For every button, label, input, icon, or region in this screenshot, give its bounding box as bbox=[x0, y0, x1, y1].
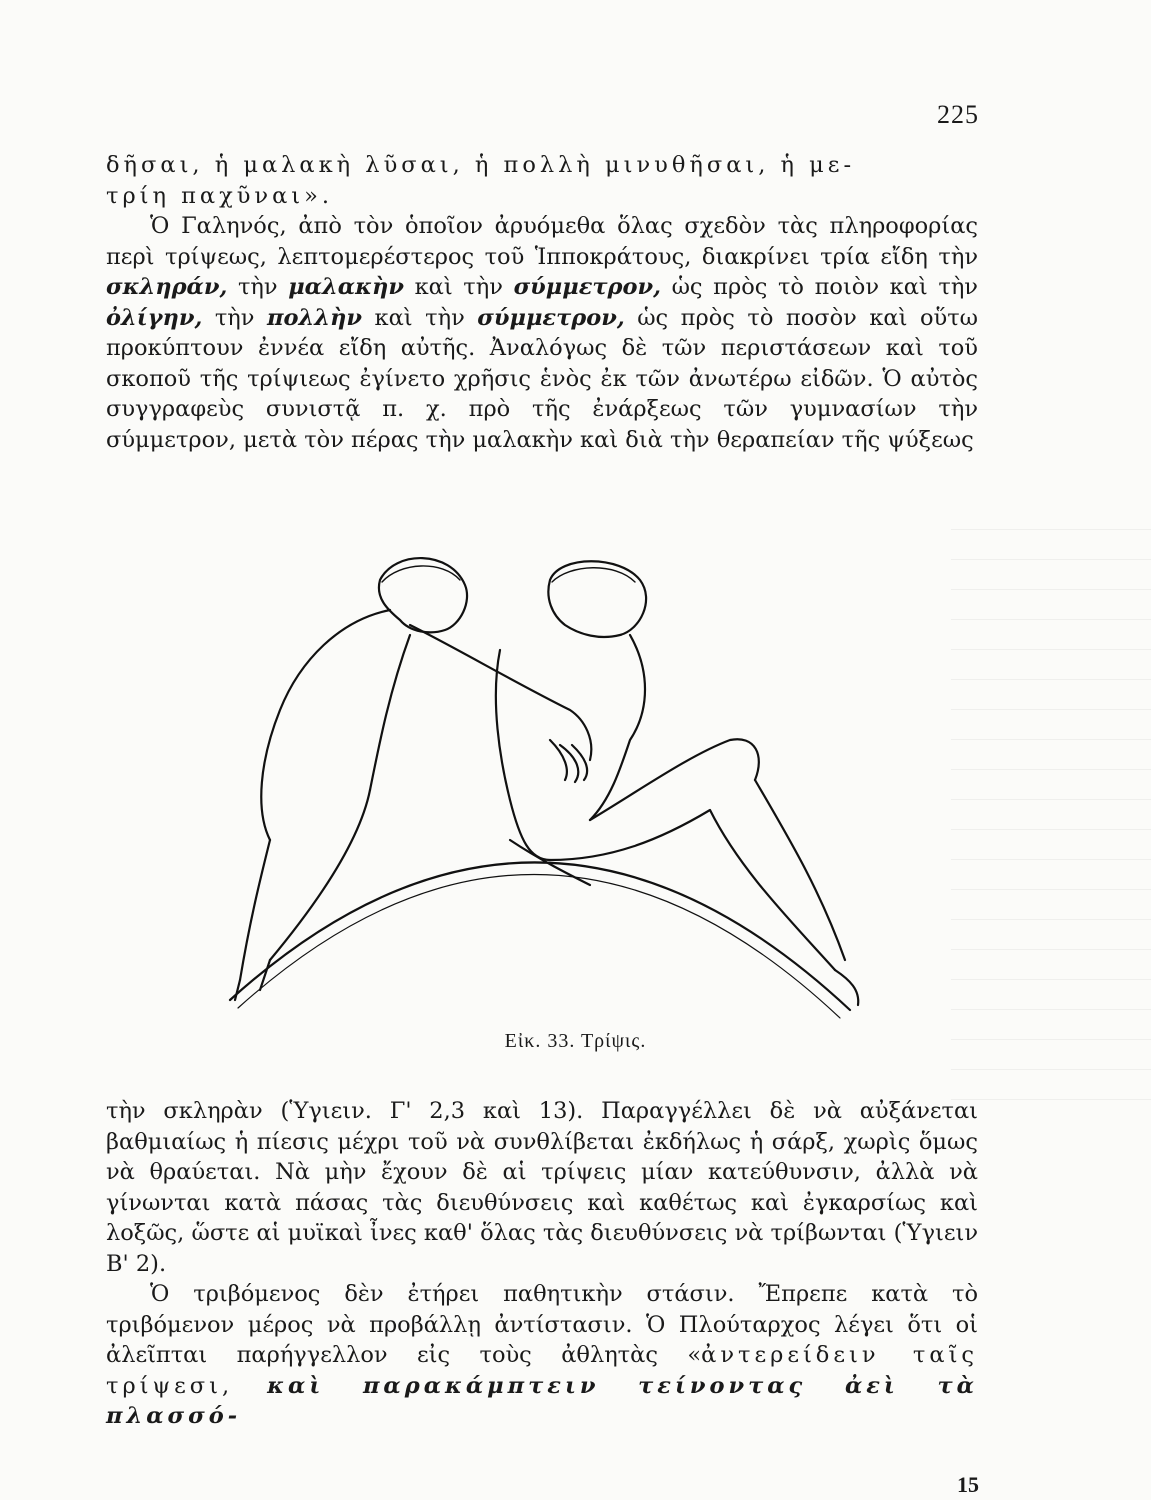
quote-greek-1: ἀντερείδειν ταῖς τρίψεσι, bbox=[106, 1342, 978, 1399]
page-number: 225 bbox=[937, 100, 979, 129]
signature-number: 15 bbox=[957, 1472, 979, 1497]
ground-arc-inner bbox=[238, 874, 840, 1018]
term-oligi: ὀλίγην, bbox=[106, 304, 203, 331]
masseur-back bbox=[261, 610, 390, 840]
quote-greek-2: καὶ παρακάμπτειν τείνοντας ἀεὶ τὰ πλασσό- bbox=[106, 1372, 978, 1429]
masseur-leg bbox=[240, 790, 370, 980]
quote-line-1: δῆσαι, ἡ μαλακὴ λῦσαι, ἡ πολλὴ μινυθῆσαι, ἡ με- bbox=[106, 152, 856, 178]
paragraph-massage-pressure: τὴν σκληρὰν (Ὑγιειν. Γ' 2,3 καὶ 13). Παραγγέλλει δὲ νὰ αὐξάνεται βαθμιαίως ἡ πίεσις μέχρι τοῦ νὰ συνθλίβεται ἐκδήλως ἡ σάρξ, χωρὶς ὅμως νὰ θραύεται. Νὰ μὴν ἔχουν δὲ αἱ τρίψεις μίαν κατεύθυνσιν, ἀλλὰ νὰ γίνωνται κατὰ πάσας τὰς διευθύνσεις καὶ καθέτως καὶ ἐγκαρσίως καὶ λοξῶς, ὥστε αἱ μυϊκαὶ ἶνες καθ' ὅλας τὰς διευθύνσεις νὰ τρίβωνται (Ὑγιειν Β' 2). bbox=[106, 1098, 978, 1277]
athlete-back bbox=[496, 650, 550, 860]
athlete-head bbox=[548, 561, 646, 637]
paragraph-plutarch bbox=[106, 1279, 978, 1432]
bleed-through-shadow bbox=[951, 520, 1151, 1100]
term-symmetros-1: σύμμετρον, bbox=[513, 274, 661, 300]
massage-drawing bbox=[210, 540, 870, 1020]
text-run: ὡς πρὸς τὸ ποιὸν καὶ τὴν bbox=[660, 274, 978, 300]
masseur-hand bbox=[550, 740, 587, 782]
text-run: τὴν bbox=[202, 304, 267, 331]
term-malaki: μαλακὴν bbox=[288, 274, 404, 300]
ground-arc bbox=[230, 862, 850, 1010]
text-run: Ὁ τριβόμενος δὲν ἐτήρει παθητικὴν στάσιν. Ἔπρεπε κατὰ τὸ τριβόμενον μέρος νὰ προβάλλῃ ἀντίστασιν. Ὁ Πλούταρχος λέγει ὅτι οἱ ἀλεῖπται παρήγγελλον εἰς τοὺς ἀθλητὰς « bbox=[106, 1281, 978, 1368]
bottom-text-block bbox=[106, 1096, 978, 1432]
masseur-arm bbox=[410, 625, 591, 760]
masseur-hair bbox=[382, 566, 460, 582]
figure-massage-illustration bbox=[210, 540, 870, 1020]
text-run: καὶ τὴν bbox=[362, 304, 478, 331]
text-run: Ὁ Γαληνός, ἀπὸ τὸν ὁποῖον ἀρυόμεθα ὅλας σχεδὸν τὰς πληροφορίας περὶ τρίψεως, λεπτομερέστερος τοῦ Ἱπποκράτους, διακρίνει τρία εἴδη τὴν bbox=[106, 213, 978, 270]
paragraph-galen bbox=[106, 211, 978, 455]
top-text-block bbox=[106, 150, 978, 455]
quote-line-2: τρίη παχῦναι». bbox=[106, 182, 334, 209]
text-run: ὡς πρὸς τὸ ποσὸν καὶ οὕτω προκύπτουν ἐννέα εἴδη αὐτῆς. Ἀναλόγως δὲ τῶν περιστάσεων καὶ τοῦ σκοποῦ τῆς τρίψιεως ἐγίνετο χρῆσις ἑνὸς ἐκ τῶν ἀνωτέρω εἰδῶν. Ὁ αὐτὸς συγγραφεὺς συνιστᾷ π. χ. πρὸ τῆς ἐνάρξεως τῶν γυμνασίων τὴν σύμμετρον, μετὰ τὸν πέρας τὴν μαλακὴν καὶ διὰ τὴν θεραπείαν τῆς ψύξεως bbox=[106, 304, 978, 453]
term-sklira: σκληράν, bbox=[106, 274, 228, 300]
term-symmetros-2: σύμμετρον, bbox=[477, 304, 625, 331]
term-polli: πολλὴν bbox=[267, 304, 362, 331]
text-run: τὴν bbox=[227, 274, 289, 300]
text-run: καὶ τὴν bbox=[403, 274, 514, 300]
masseur-chest bbox=[370, 635, 410, 790]
athlete-leg-lower bbox=[550, 810, 835, 970]
text-run bbox=[233, 1373, 267, 1399]
figure-caption: Εἰκ. 33. Τρίψις. bbox=[504, 1030, 647, 1052]
masseur-head bbox=[379, 558, 467, 632]
athlete-hair bbox=[552, 568, 635, 582]
